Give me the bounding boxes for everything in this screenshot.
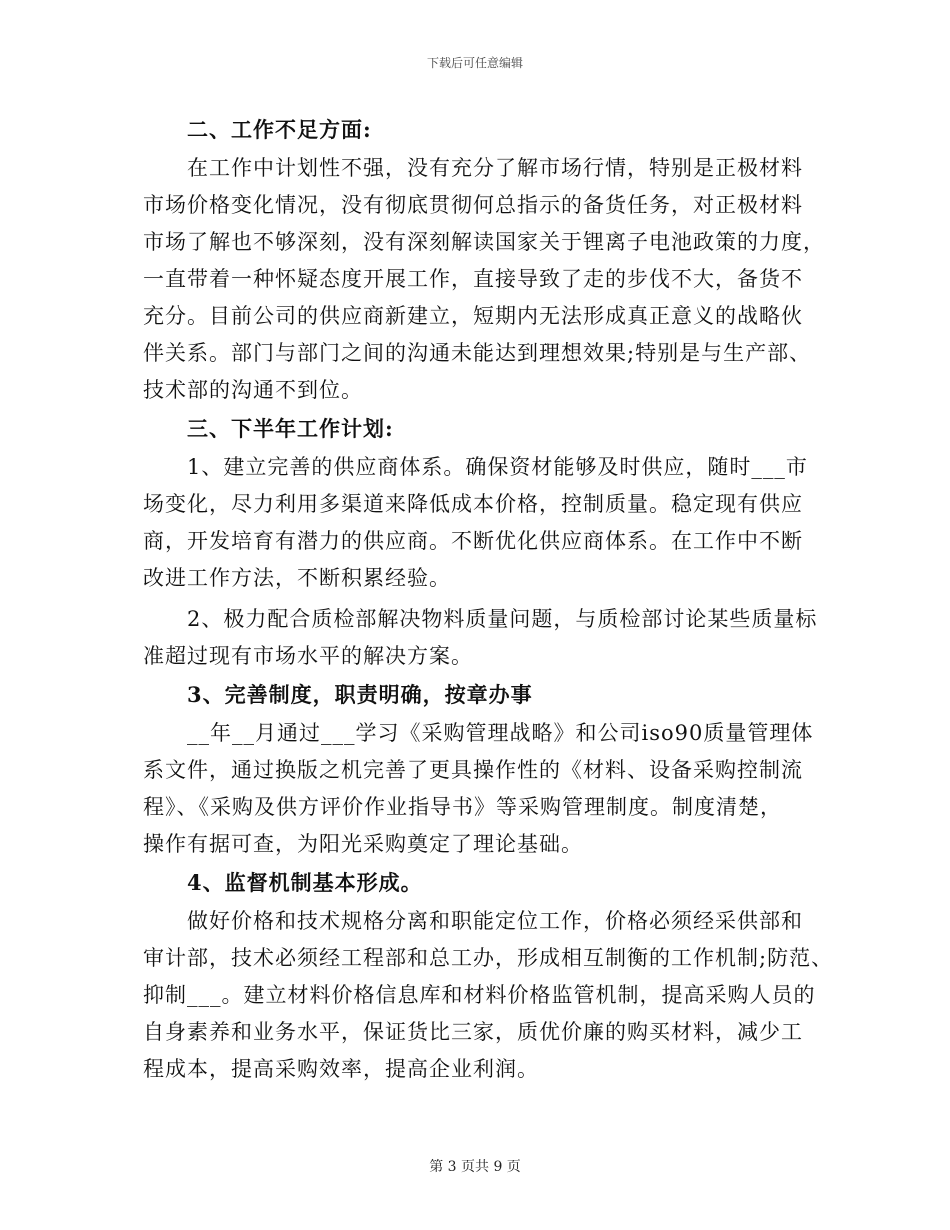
paragraph-line: 程成本，提高采购效率，提高企业利润。 [143, 1057, 539, 1081]
paragraph-line: 系文件，通过换版之机完善了更具操作性的《材料、设备采购控制流 [143, 758, 803, 782]
paragraph-line: 操作有据可查，为阳光采购奠定了理论基础。 [143, 832, 583, 856]
paragraph-line: 市场了解也不够深刻，没有深刻解读国家关于锂离子电池政策的力度， [143, 230, 825, 254]
paragraph-line: 做好价格和技术规格分离和职能定位工作，价格必须经采供部和 [187, 909, 803, 933]
paragraph-line: 市场价格变化情况，没有彻底贯彻何总指示的备货任务，对正极材料 [143, 193, 803, 217]
paragraph-line: 伴关系。部门与部门之间的沟通未能达到理想效果;特别是与生产部、 [143, 341, 812, 365]
paragraph-line: __年__月通过___学习《采购管理战略》和公司iso90质量管理体 [187, 721, 814, 745]
paragraph-line: 商，开发培育有潜力的供应商。不断优化供应商体系。在工作中不断 [143, 529, 803, 553]
page-number: 第 3 页共 9 页 [429, 1159, 521, 1175]
paragraph-line: 1、建立完善的供应商体系。确保资材能够及时供应，随时___市 [187, 455, 808, 479]
paragraph-line: 技术部的沟通不到位。 [143, 378, 363, 402]
paragraph-line: 审计部，技术必须经工程部和总工办，形成相互制衡的工作机制;防范、 [143, 946, 834, 970]
section-heading-system: 3、完善制度，职责明确，按章办事 [187, 682, 533, 707]
paragraph-line: 程》、《采购及供方评价作业指导书》等采购管理制度。制度清楚， [143, 795, 782, 819]
paragraph-line: 一直带着一种怀疑态度开展工作，直接导致了走的步伐不大，备货不 [143, 267, 803, 291]
section-heading-plan: 三、下半年工作计划: [187, 416, 394, 441]
paragraph-line: 自身素养和业务水平，保证货比三家，质优价廉的购买材料，减少工 [143, 1020, 803, 1044]
paragraph-line: 2、极力配合质检部解决物料质量问题，与质检部讨论某些质量标 [187, 607, 818, 631]
section-heading-shortcomings: 二、工作不足方面: [187, 117, 372, 142]
paragraph-line: 场变化，尽力利用多渠道来降低成本价格，控制质量。稳定现有供应 [143, 492, 803, 516]
paragraph-line: 在工作中计划性不强，没有充分了解市场行情，特别是正极材料 [187, 156, 803, 180]
paragraph-line: 准超过现有市场水平的解决方案。 [143, 644, 473, 668]
paragraph-line: 改进工作方法，不断积累经验。 [143, 566, 451, 590]
section-heading-supervision: 4、监督机制基本形成。 [187, 870, 423, 895]
paragraph-line: 充分。目前公司的供应商新建立，短期内无法形成真正意义的战略伙 [143, 304, 803, 328]
document-body [143, 110, 834, 1088]
paragraph-line: 抑制___。建立材料价格信息库和材料价格监管机制，提高采购人员的 [143, 983, 816, 1007]
page-header: 下载后可任意编辑 [426, 56, 523, 70]
